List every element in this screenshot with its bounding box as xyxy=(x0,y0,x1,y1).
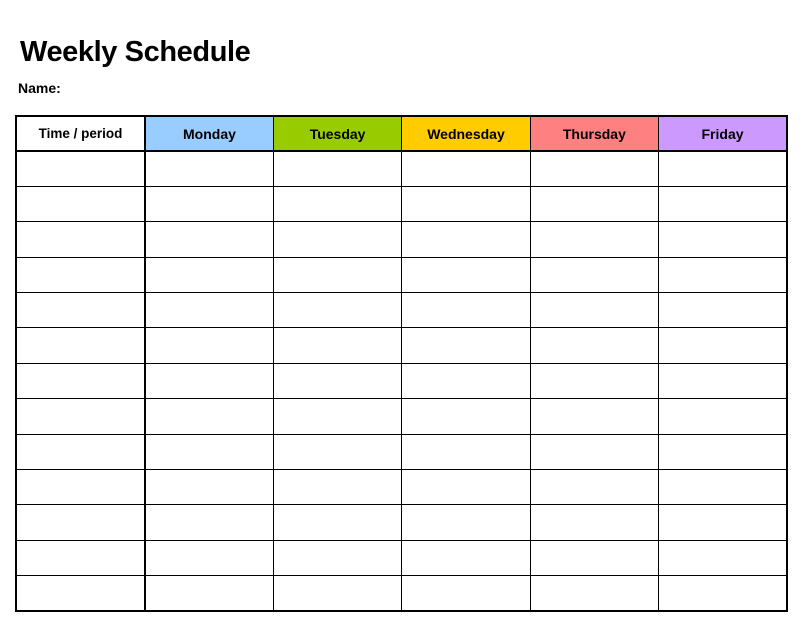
tuesday-cell[interactable] xyxy=(273,470,401,505)
schedule-row xyxy=(16,328,787,363)
time-period-cell[interactable] xyxy=(16,576,145,611)
thursday-cell[interactable] xyxy=(530,399,658,434)
time-period-cell[interactable] xyxy=(16,186,145,221)
thursday-cell[interactable] xyxy=(530,222,658,257)
time-period-cell[interactable] xyxy=(16,470,145,505)
monday-cell[interactable] xyxy=(145,540,273,575)
monday-cell[interactable] xyxy=(145,576,273,611)
thursday-cell[interactable] xyxy=(530,505,658,540)
monday-cell[interactable] xyxy=(145,363,273,398)
schedule-table xyxy=(15,115,788,612)
day-header-thursday: Thursday xyxy=(530,116,658,151)
time-period-header: Time / period xyxy=(16,116,145,151)
tuesday-cell[interactable] xyxy=(273,186,401,221)
page-title: Weekly Schedule xyxy=(20,36,251,68)
schedule-row xyxy=(16,470,787,505)
wednesday-cell[interactable] xyxy=(402,576,530,611)
monday-cell[interactable] xyxy=(145,505,273,540)
wednesday-cell[interactable] xyxy=(402,151,530,186)
monday-cell[interactable] xyxy=(145,222,273,257)
wednesday-cell[interactable] xyxy=(402,470,530,505)
schedule-header-row xyxy=(16,116,787,151)
wednesday-cell[interactable] xyxy=(402,186,530,221)
wednesday-cell[interactable] xyxy=(402,328,530,363)
thursday-cell[interactable] xyxy=(530,186,658,221)
wednesday-cell[interactable] xyxy=(402,399,530,434)
tuesday-cell[interactable] xyxy=(273,399,401,434)
friday-cell[interactable] xyxy=(659,328,787,363)
tuesday-cell[interactable] xyxy=(273,540,401,575)
friday-cell[interactable] xyxy=(659,576,787,611)
tuesday-cell[interactable] xyxy=(273,434,401,469)
wednesday-cell[interactable] xyxy=(402,293,530,328)
wednesday-cell[interactable] xyxy=(402,222,530,257)
time-period-cell[interactable] xyxy=(16,434,145,469)
tuesday-cell[interactable] xyxy=(273,505,401,540)
schedule-row xyxy=(16,186,787,221)
schedule-row xyxy=(16,399,787,434)
monday-cell[interactable] xyxy=(145,399,273,434)
thursday-cell[interactable] xyxy=(530,363,658,398)
tuesday-cell[interactable] xyxy=(273,222,401,257)
name-label: Name: xyxy=(18,80,61,96)
monday-cell[interactable] xyxy=(145,293,273,328)
schedule-row xyxy=(16,257,787,292)
tuesday-cell[interactable] xyxy=(273,293,401,328)
friday-cell[interactable] xyxy=(659,257,787,292)
friday-cell[interactable] xyxy=(659,293,787,328)
thursday-cell[interactable] xyxy=(530,257,658,292)
friday-cell[interactable] xyxy=(659,186,787,221)
monday-cell[interactable] xyxy=(145,257,273,292)
time-period-cell[interactable] xyxy=(16,540,145,575)
monday-cell[interactable] xyxy=(145,328,273,363)
time-period-cell[interactable] xyxy=(16,151,145,186)
thursday-cell[interactable] xyxy=(530,470,658,505)
thursday-cell[interactable] xyxy=(530,434,658,469)
time-period-cell[interactable] xyxy=(16,222,145,257)
friday-cell[interactable] xyxy=(659,399,787,434)
tuesday-cell[interactable] xyxy=(273,576,401,611)
wednesday-cell[interactable] xyxy=(402,540,530,575)
thursday-cell[interactable] xyxy=(530,293,658,328)
wednesday-cell[interactable] xyxy=(402,363,530,398)
schedule-row xyxy=(16,363,787,398)
time-period-cell[interactable] xyxy=(16,363,145,398)
wednesday-cell[interactable] xyxy=(402,434,530,469)
thursday-cell[interactable] xyxy=(530,151,658,186)
friday-cell[interactable] xyxy=(659,470,787,505)
wednesday-cell[interactable] xyxy=(402,505,530,540)
monday-cell[interactable] xyxy=(145,186,273,221)
schedule-row xyxy=(16,505,787,540)
day-header-wednesday: Wednesday xyxy=(402,116,530,151)
friday-cell[interactable] xyxy=(659,363,787,398)
time-period-cell[interactable] xyxy=(16,257,145,292)
schedule-row xyxy=(16,151,787,186)
schedule-body xyxy=(16,151,787,611)
schedule-row xyxy=(16,293,787,328)
time-period-cell[interactable] xyxy=(16,293,145,328)
monday-cell[interactable] xyxy=(145,434,273,469)
time-period-cell[interactable] xyxy=(16,328,145,363)
time-period-cell[interactable] xyxy=(16,505,145,540)
friday-cell[interactable] xyxy=(659,434,787,469)
day-header-tuesday: Tuesday xyxy=(273,116,401,151)
wednesday-cell[interactable] xyxy=(402,257,530,292)
tuesday-cell[interactable] xyxy=(273,257,401,292)
thursday-cell[interactable] xyxy=(530,576,658,611)
day-header-friday: Friday xyxy=(659,116,787,151)
schedule-row xyxy=(16,576,787,611)
friday-cell[interactable] xyxy=(659,505,787,540)
monday-cell[interactable] xyxy=(145,151,273,186)
friday-cell[interactable] xyxy=(659,540,787,575)
schedule-row xyxy=(16,540,787,575)
schedule-row xyxy=(16,434,787,469)
tuesday-cell[interactable] xyxy=(273,151,401,186)
tuesday-cell[interactable] xyxy=(273,328,401,363)
tuesday-cell[interactable] xyxy=(273,363,401,398)
friday-cell[interactable] xyxy=(659,222,787,257)
thursday-cell[interactable] xyxy=(530,328,658,363)
day-header-monday: Monday xyxy=(145,116,273,151)
schedule-row xyxy=(16,222,787,257)
monday-cell[interactable] xyxy=(145,470,273,505)
friday-cell[interactable] xyxy=(659,151,787,186)
time-period-cell[interactable] xyxy=(16,399,145,434)
thursday-cell[interactable] xyxy=(530,540,658,575)
